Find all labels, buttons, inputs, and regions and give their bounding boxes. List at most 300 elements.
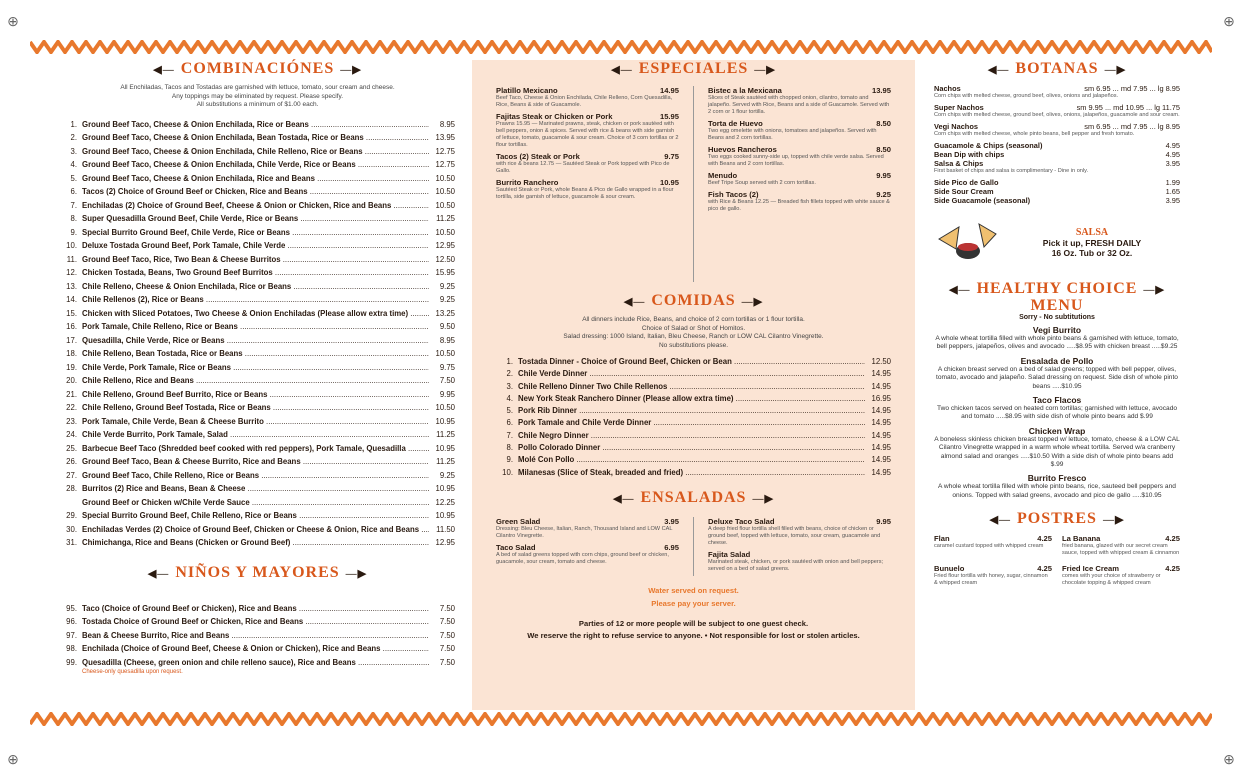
postre-item xyxy=(1062,534,1180,560)
postre-row xyxy=(934,534,1052,543)
menu-item xyxy=(496,393,891,405)
dish-price: 14.95 xyxy=(659,86,679,95)
menu-item xyxy=(60,401,455,415)
item-number: 18. xyxy=(66,349,77,358)
item-number: 2. xyxy=(70,133,77,142)
botana-price: 3.95 xyxy=(1165,159,1180,168)
menu-item xyxy=(60,131,455,145)
item-number: 1. xyxy=(70,119,77,129)
item-price: 12.25 xyxy=(435,497,455,507)
botana-description: Corn chips with melted cheese, ground beef, olives, onions, jalapeños, guacamole and sour cream. xyxy=(934,112,1180,118)
item-price: 10.95 xyxy=(435,443,455,453)
salsa-line1: Pick it up, FRESH DAILY xyxy=(1042,237,1142,248)
item-number: 24. xyxy=(66,430,77,439)
dish-name: Platillo Mexicano xyxy=(496,86,558,95)
item-price: 12.75 xyxy=(435,146,455,156)
item-number xyxy=(60,496,82,510)
menu-item xyxy=(60,415,455,429)
healthy-item-description: A boneless skinless chicken breast topped w/ lettuce, tomato, cheese & a LOW CAL Cilantro Vinegrette wrapped in a warm whole wheat tortilla. Served w/a cranberry almond salad and oranges .....$10.50 With a side dish of whole pinto beans add $.99 xyxy=(934,435,1180,469)
item-price: 10.95 xyxy=(435,484,455,493)
dish-row xyxy=(708,86,891,95)
item-number: 29. xyxy=(66,511,77,520)
item-number: 11. xyxy=(66,254,77,264)
item-name: Ground Beef Taco, Rice, Two Bean & Cheese Burritos ..... xyxy=(82,253,429,267)
dish-row xyxy=(496,517,679,526)
item-name: Pork Tamale, Chile Verde, Bean & Cheese Burrito ..... xyxy=(82,415,429,429)
item-name: Ground Beef Taco, Cheese & Onion Enchilada, Chile Verde, Rice or Beans ..... xyxy=(82,158,429,172)
ensaladas-grid xyxy=(496,517,891,576)
crop-mark-icon: ⊕ xyxy=(1223,751,1235,767)
item-price: 9.25 xyxy=(439,470,455,480)
botana-name: Side Pico de Gallo xyxy=(934,178,999,187)
bottom-border-pattern xyxy=(30,724,1212,756)
botanas-heading: ◀— BOTANAS —▶ xyxy=(987,60,1127,77)
menu-item xyxy=(60,280,455,294)
item-number: 6. xyxy=(506,418,513,428)
item-number: 97. xyxy=(66,630,77,640)
item-price: 10.95 xyxy=(435,511,455,520)
item-number: 98. xyxy=(66,644,77,653)
botana-name: Bean Dip with chips xyxy=(934,150,1005,159)
item-name: Chicken Tostada, Beans, Two Ground Beef Burritos ..... xyxy=(82,266,429,280)
postre-price: 4.25 xyxy=(1165,534,1180,544)
item-name: Special Burrito Ground Beef, Chile Verde, Rice or Beans ..... xyxy=(82,226,429,240)
postre-price: 4.25 xyxy=(1037,534,1052,544)
dish-row xyxy=(708,119,891,128)
botana-name: Salsa & Chips xyxy=(934,159,984,168)
botana-name: Side Guacamole (seasonal) xyxy=(934,196,1031,205)
postre-row xyxy=(934,564,1052,573)
postre-description: fried banana, glazed with our secret cream sauce, topped with whipped cream & cinnamon xyxy=(1062,543,1180,557)
item-name: Chile Relleno, Cheese & Onion Enchilada, Rice or Beans ..... xyxy=(82,280,429,294)
item-number: 7. xyxy=(506,430,513,440)
pay-note: Please pay your server. xyxy=(651,598,736,608)
postre-name: Fried Ice Cream xyxy=(1062,564,1119,574)
item-number: 15. xyxy=(66,308,77,318)
botana-description: Corn chips with melted cheese, whole pinto beans, bell pepper and fresh tomato. xyxy=(934,131,1135,137)
menu-item xyxy=(60,118,455,132)
item-name: Chile Relleno, Rice and Beans ..... xyxy=(82,374,429,388)
item-name: Chile Relleno, Bean Tostada, Rice or Beans ..... xyxy=(82,347,429,361)
item-number: 8. xyxy=(70,214,77,223)
menu-item xyxy=(496,467,891,479)
dish-description: Beef Tripe Soup served with 2 corn tortillas. xyxy=(708,180,816,186)
item-number: 95. xyxy=(66,603,77,613)
dish-name: Tacos (2) Steak or Pork xyxy=(496,152,580,161)
healthy-item-name: Ensalada de Pollo xyxy=(1020,355,1094,366)
botana-row xyxy=(934,196,1180,205)
menu-item xyxy=(496,454,891,466)
botana-price: sm 6.95 ... md 7.95 ... lg 8.95 xyxy=(1084,84,1180,93)
item-name: Pork Rib Dinner ..... xyxy=(518,405,865,417)
dish-name: Burrito Ranchero xyxy=(496,178,559,187)
menu-item xyxy=(60,158,455,172)
menu-item xyxy=(60,455,455,469)
item-number: 13. xyxy=(66,281,77,291)
dish-row xyxy=(496,178,679,187)
menu-item xyxy=(60,172,455,186)
item-number: 4. xyxy=(506,393,513,403)
menu-item xyxy=(60,293,455,307)
menu-item xyxy=(60,509,455,523)
menu-item xyxy=(496,368,891,380)
menu-item xyxy=(60,145,455,159)
botana-row xyxy=(934,150,1180,159)
item-price: 11.25 xyxy=(436,214,455,223)
postres-heading: ◀— POSTRES —▶ xyxy=(989,510,1125,528)
item-price: 11.25 xyxy=(436,430,455,439)
dish-price: 9.25 xyxy=(876,190,891,199)
menu-item xyxy=(60,428,455,442)
dish-name: Menudo xyxy=(708,171,738,180)
top-zigzag xyxy=(30,40,1212,54)
item-price: 14.95 xyxy=(871,406,891,416)
dish-row xyxy=(708,145,891,154)
postre-row xyxy=(1062,564,1180,573)
botana-price: sm 9.95 ... md 10.95 ... lg 11.75 xyxy=(1076,103,1180,112)
postre-row xyxy=(1062,534,1180,543)
reserve-note: We reserve the right to refuse service to anyone. • Not responsible for lost or stolen articles. xyxy=(527,630,860,640)
dish-row xyxy=(708,550,891,559)
dish-price: 9.75 xyxy=(664,152,679,161)
botana-name: Guacamole & Chips (seasonal) xyxy=(934,141,1043,150)
item-price: 12.50 xyxy=(871,357,891,366)
postre-item xyxy=(934,534,1052,560)
menu-item xyxy=(496,417,891,429)
item-name: Bean & Cheese Burrito, Rice and Beans ..... xyxy=(82,629,429,643)
item-number: 28. xyxy=(66,484,77,493)
healthy-subtitle: Sorry - No subtitutions xyxy=(1019,314,1095,321)
healthy-heading: ◀— HEALTHY CHOICE —▶ MENU xyxy=(949,280,1165,314)
menu-item xyxy=(60,347,455,361)
dish-row xyxy=(708,171,891,180)
postres-grid xyxy=(934,534,1180,590)
healthy-item-description: A whole wheat tortilla filled with whole pinto beans & garnished with lettuce, tomato, bell peppers, jalapeños, olives and avocado .....$8.95 with chicken breast .....$9.25 xyxy=(935,335,1179,351)
menu-item xyxy=(60,442,455,456)
menu-item xyxy=(60,212,455,226)
healthy-item-name: Vegi Burrito xyxy=(1032,325,1082,335)
note-line: No substitutions please. xyxy=(658,341,728,349)
especiales-grid xyxy=(496,86,891,282)
note-line: Any toppings may be eliminated by request. Please specify. xyxy=(171,92,344,100)
botana-price: 4.95 xyxy=(1165,141,1180,150)
menu-item xyxy=(60,536,455,550)
botana-name: Vegi Nachos xyxy=(934,122,978,131)
item-name: Pollo Colorado Dinner ..... xyxy=(518,442,865,454)
top-border-pattern xyxy=(30,8,1212,40)
dish-description: A bed of salad greens topped with corn chips, ground beef or chicken, guacamole, sour cream, tomato and cheese. xyxy=(496,551,669,565)
item-number: 23. xyxy=(66,416,77,426)
postre-name: La Banana xyxy=(1062,534,1101,544)
menu-item xyxy=(60,523,455,537)
item-name: Chimichanga, Rice and Beans (Chicken or Ground Beef) ..... xyxy=(82,536,429,550)
item-price: 12.95 xyxy=(435,538,455,547)
menu-item xyxy=(60,374,455,388)
item-number: 96. xyxy=(66,617,77,626)
dish-row xyxy=(496,112,679,121)
dish-row xyxy=(708,517,891,526)
dish-name: Taco Salad xyxy=(496,542,536,552)
menu-item xyxy=(60,615,455,629)
botanas-list xyxy=(934,84,1180,205)
postre-item xyxy=(1062,564,1180,590)
item-number: 8. xyxy=(506,443,513,453)
item-price: 7.50 xyxy=(439,617,455,626)
ninos-heading: ◀— NIÑOS Y MAYORES —▶ xyxy=(147,563,368,581)
item-price: 7.50 xyxy=(439,657,455,667)
menu-item xyxy=(60,239,455,253)
item-name: Tostada Choice of Ground Beef or Chicken, Rice and Beans ..... xyxy=(82,615,429,629)
healthy-item-name: Burrito Fresco xyxy=(1027,473,1087,484)
dish-row xyxy=(496,152,679,161)
item-price: 9.95 xyxy=(439,389,455,399)
item-name: Chile Verde Dinner ..... xyxy=(518,368,865,380)
item-number: 16. xyxy=(66,322,77,331)
menu-item xyxy=(60,629,455,643)
item-price: 7.50 xyxy=(439,376,455,385)
item-number: 21. xyxy=(66,389,77,399)
item-price: 12.75 xyxy=(435,160,455,169)
item-price: 12.50 xyxy=(435,254,455,264)
dish-description: Sautéed Steak or Pork, whole Beans & Pico de Gallo wrapped in a flour tortilla, side garnish of lettuce, guacamole & sour cream. xyxy=(496,187,674,200)
postre-name: Flan xyxy=(934,534,950,544)
dish-price: 3.95 xyxy=(664,516,679,526)
dish-name: Huevos Rancheros xyxy=(708,145,777,154)
menu-item xyxy=(496,405,891,417)
note-line: Choice of Salad or Shot of Homitos. xyxy=(641,324,746,332)
postre-price: 4.25 xyxy=(1037,564,1052,574)
combinaciones-heading: ◀— COMBINACIÓNES —▶ xyxy=(153,60,362,77)
item-price: 14.95 xyxy=(871,418,891,428)
item-name: Molé Con Pollo ..... xyxy=(518,454,865,466)
item-name: Pork Tamale and Chile Verde Dinner ..... xyxy=(518,417,865,429)
item-number: 5. xyxy=(506,406,513,416)
postre-description: Fried flour tortilla with honey, sugar, cinnamon & whipped cream xyxy=(934,573,1048,587)
botana-price: sm 6.95 ... md 7.95 ... lg 8.95 xyxy=(1084,122,1180,131)
item-name: Ground Beef Taco, Cheese & Onion Enchilada, Rice or Beans ..... xyxy=(82,118,429,132)
item-number: 3. xyxy=(506,381,513,391)
item-number: 9. xyxy=(506,455,513,465)
botana-row xyxy=(934,159,1180,168)
dish-description: Two eggs cooked sunny-side up, topped with chile verde salsa. Served with Beans and 2 corn tortillas. xyxy=(708,154,884,167)
item-price: 15.95 xyxy=(435,268,455,277)
crop-mark-icon: ⊕ xyxy=(7,13,19,29)
item-price: 8.95 xyxy=(439,119,455,129)
botana-row xyxy=(934,103,1180,112)
dish-description: A deep fried flour tortilla shell filled with beans, choice of chicken or ground beef, topped with lettuce, tomato, sour cream, guacamole and cheese. xyxy=(708,525,881,546)
item-number: 9. xyxy=(70,227,77,237)
item-name: Chile Relleno, Ground Beef Burrito, Rice or Beans ..... xyxy=(82,388,429,402)
dish-price: 15.95 xyxy=(659,112,679,121)
item-number: 5. xyxy=(70,173,77,183)
party-note: Parties of 12 or more people will be subject to one guest check. xyxy=(578,618,809,628)
item-price: 14.95 xyxy=(871,455,891,465)
ninos-note: Cheese-only quesadilla upon request. xyxy=(82,669,183,675)
item-name: Ground Beef Taco, Cheese & Onion Enchilada, Rice and Beans ..... xyxy=(82,172,429,186)
botana-row xyxy=(934,122,1180,131)
item-name: Deluxe Tostada Ground Beef, Pork Tamale, Chile Verde ..... xyxy=(82,239,429,253)
botana-price: 3.95 xyxy=(1165,196,1180,205)
menu-item xyxy=(496,381,891,393)
dish-description: with rice & beans 12.75 — Sautéed Steak or Pork topped with Pico de Gallo. xyxy=(496,161,670,174)
item-name: Chile Relleno Dinner Two Chile Rellenos ..... xyxy=(518,381,865,393)
menu-item xyxy=(60,602,455,616)
dish-description: Marinated steak, chicken, or pork sautéed with onion and bell peppers; served on a bed of salad greens. xyxy=(708,558,884,572)
item-price: 10.50 xyxy=(435,403,455,412)
comidas-heading: ◀— COMIDAS —▶ xyxy=(623,292,764,309)
item-number: 7. xyxy=(70,200,77,210)
dish-description: Prawns 15.95 — Marinated prawns, steak, chicken or pork sautéed with bell peppers, onion & spices. Served with rice & beans with side garnish of lettuce, tomato, guacamole & sour cream. Choice of 3 corn tortillas or 2 flour tortillas. xyxy=(496,121,679,148)
salsa-line2: 16 Oz. Tub or 32 Oz. xyxy=(1051,247,1133,258)
menu-item xyxy=(60,656,455,670)
menu-item xyxy=(60,185,455,199)
botana-name: Side Sour Cream xyxy=(934,187,994,196)
item-name: Milanesas (Slice of Steak, breaded and fried) ..... xyxy=(518,467,865,479)
item-price: 12.95 xyxy=(435,241,455,250)
item-name: Barbecue Beef Taco (Shredded beef cooked with red peppers), Pork Tamale, Quesadilla ..... xyxy=(82,442,429,456)
item-name: Enchiladas (2) Choice of Ground Beef, Cheese & Onion or Chicken, Rice and Beans ..... xyxy=(82,199,429,213)
item-price: 7.50 xyxy=(439,603,455,613)
item-price: 9.75 xyxy=(439,362,455,372)
menu-item xyxy=(60,482,455,496)
healthy-item-name: Taco Flacos xyxy=(1032,395,1082,406)
botana-price: 1.99 xyxy=(1165,178,1180,187)
item-price: 10.50 xyxy=(435,187,455,196)
item-price: 9.50 xyxy=(439,322,455,331)
dish-price: 8.50 xyxy=(876,119,891,128)
healthy-item-name: Chicken Wrap xyxy=(1028,425,1086,436)
note-line: All dinners include Rice, Beans, and choice of 2 corn tortillas or 1 flour tortilla. xyxy=(582,316,805,323)
menu-item xyxy=(60,642,455,656)
dish-name: Green Salad xyxy=(496,516,541,526)
item-number: 1. xyxy=(506,357,513,366)
item-number: 17. xyxy=(66,335,77,345)
botana-price: 1.65 xyxy=(1165,187,1180,196)
item-price: 9.25 xyxy=(439,295,455,304)
item-number: 2. xyxy=(506,369,513,379)
item-price: 10.50 xyxy=(435,200,455,210)
item-price: 14.95 xyxy=(871,430,891,440)
ninos-list xyxy=(60,602,455,670)
dish-name: Fish Tacos (2) xyxy=(708,190,759,199)
postre-name: Bunuelo xyxy=(934,564,965,574)
middle-panel xyxy=(472,60,915,710)
item-number: 6. xyxy=(70,187,77,196)
dish-description: Dressing: Bleu Cheese, Italian, Ranch, Thousand Island and LOW CAL Cilantro Vinegrette. xyxy=(496,525,673,539)
dish-price: 13.95 xyxy=(871,86,891,95)
item-price: 10.50 xyxy=(435,227,455,237)
item-price: 13.25 xyxy=(435,308,455,318)
item-name: Ground Beef Taco, Bean & Cheese Burrito, Rice and Beans ..... xyxy=(82,455,429,469)
botana-description: First basket of chips and salsa is complimentary - Dine in only. xyxy=(934,168,1089,174)
item-number: 3. xyxy=(70,146,77,156)
item-number: 22. xyxy=(66,403,77,412)
item-name: Ground Beef Taco, Chile Relleno, Rice or Beans ..... xyxy=(82,469,429,483)
dish-description: Beef Taco, Cheese & Onion Enchilada, Chile Relleno, Corn Quesadilla, Rice, Beans & side of Guacamole. xyxy=(496,95,673,108)
item-price: 13.95 xyxy=(435,133,455,142)
dish-description: Two egg omelette with onions, tomatoes and jalapeños. Served with Beans and 2 corn tortillas. xyxy=(708,128,877,141)
menu-item xyxy=(60,266,455,280)
postre-description: comes with your choice of strawberry or chocolate topping & whipped cream xyxy=(1062,573,1161,587)
item-price: 8.95 xyxy=(439,335,455,345)
salsa-title: SALSA xyxy=(1075,226,1109,238)
item-number: 99. xyxy=(66,657,77,667)
item-name: Special Burrito Ground Beef, Chile Relleno, Rice or Beans ..... xyxy=(82,509,429,523)
item-price: 10.50 xyxy=(435,173,455,183)
dish-name: Bistec a la Mexicana xyxy=(708,86,782,95)
note-line: All Enchiladas, Tacos and Tostadas are garnished with lettuce, tomato, sour cream and cheese. xyxy=(120,84,395,91)
water-note: Water served on request. xyxy=(648,585,739,595)
item-name: Chicken with Sliced Potatoes, Two Cheese & Onion Enchiladas (Please allow extra time) ..... xyxy=(82,307,429,321)
item-name: Chile Verde Burrito, Pork Tamale, Salad ..... xyxy=(82,428,429,442)
chips-salsa-icon xyxy=(934,219,1004,265)
item-price: 10.95 xyxy=(435,416,455,426)
healthy-item-description: Two chicken tacos served on heated corn tortillas; garnished with lettuce, avocado and tomato .....$8.95 with side dish of whole pinto beans add $.99 xyxy=(936,405,1178,421)
item-name: Super Quesadilla Ground Beef, Chile Verde, Rice or Beans ..... xyxy=(82,212,429,226)
item-name: Burritos (2) Rice and Beans, Bean & Cheese ..... xyxy=(82,482,429,496)
postre-item xyxy=(934,564,1052,590)
item-price: 14.95 xyxy=(871,369,891,379)
item-name: Ground Beef Taco, Cheese & Onion Enchilada, Bean Tostada, Rice or Beans ..... xyxy=(82,131,429,145)
dish-name: Deluxe Taco Salad xyxy=(708,516,775,526)
item-number: 10. xyxy=(502,467,513,477)
dish-description: with Rice & Beans 12.25 — Breaded fish fillets topped with white sauce & pico de gallo. xyxy=(708,199,890,212)
item-name: Enchiladas Verdes (2) Choice of Ground Beef, Chicken or Cheese & Onion, Rice and Beans ..... xyxy=(82,523,429,537)
dish-row xyxy=(708,190,891,199)
especiales-heading: ◀— ESPECIALES —▶ xyxy=(611,60,776,77)
left-panel xyxy=(60,60,455,710)
item-name: Ground Beef Taco, Cheese & Onion Enchilada, Chile Relleno, Rice or Beans ..... xyxy=(82,145,429,159)
botana-name: Super Nachos xyxy=(934,103,984,112)
note-line: Salad dressing: 1000 Island, Italian, Bleu Cheese, Ranch or LOW CAL Cilantro Vinegrette. xyxy=(563,333,824,340)
menu-item xyxy=(60,334,455,348)
dish-price: 8.50 xyxy=(876,145,891,154)
item-name: Quesadilla (Cheese, green onion and chile relleno sauce), Rice and Beans ..... xyxy=(82,656,429,670)
menu-item xyxy=(60,226,455,240)
menu-item xyxy=(496,356,891,368)
item-name: Taco (Choice of Ground Beef or Chicken), Rice and Beans ..... xyxy=(82,602,429,616)
item-price: 7.50 xyxy=(439,644,455,653)
item-name: Enchilada (Choice of Ground Beef, Cheese & Onion or Chicken), Rice and Beans ..... xyxy=(82,642,429,656)
menu-item xyxy=(60,496,455,510)
item-price: 14.95 xyxy=(871,443,891,453)
botana-row xyxy=(934,187,1180,196)
salsa-block xyxy=(934,219,1180,265)
menu-item xyxy=(496,430,891,442)
item-name: Tacos (2) Choice of Ground Beef or Chicken, Rice and Beans ..... xyxy=(82,185,429,199)
item-price: 14.95 xyxy=(871,381,891,391)
item-number: 27. xyxy=(66,470,77,480)
item-number: 10. xyxy=(66,241,77,250)
item-price: 7.50 xyxy=(439,630,455,640)
item-price: 10.50 xyxy=(435,349,455,358)
item-price: 11.25 xyxy=(436,457,455,466)
dish-price: 9.95 xyxy=(876,171,891,180)
botana-name: Nachos xyxy=(934,84,961,93)
item-name: Chile Relleno, Ground Beef Tostada, Rice or Beans ..... xyxy=(82,401,429,415)
item-number: 19. xyxy=(66,362,77,372)
botana-row xyxy=(934,178,1180,187)
dish-name: Torta de Huevo xyxy=(708,119,763,128)
item-name: Ground Beef or Chicken w/Chile Verde Sauce ..... xyxy=(82,496,429,510)
botana-price: 4.95 xyxy=(1165,150,1180,159)
crop-mark-icon: ⊕ xyxy=(1223,13,1235,29)
menu-item xyxy=(60,320,455,334)
ensaladas-heading: ◀— ENSALADAS —▶ xyxy=(613,488,774,506)
item-name: Tostada Dinner - Choice of Ground Beef, Chicken or Bean ..... xyxy=(518,356,865,368)
item-number: 31. xyxy=(66,538,77,547)
dish-price: 6.95 xyxy=(664,542,679,552)
